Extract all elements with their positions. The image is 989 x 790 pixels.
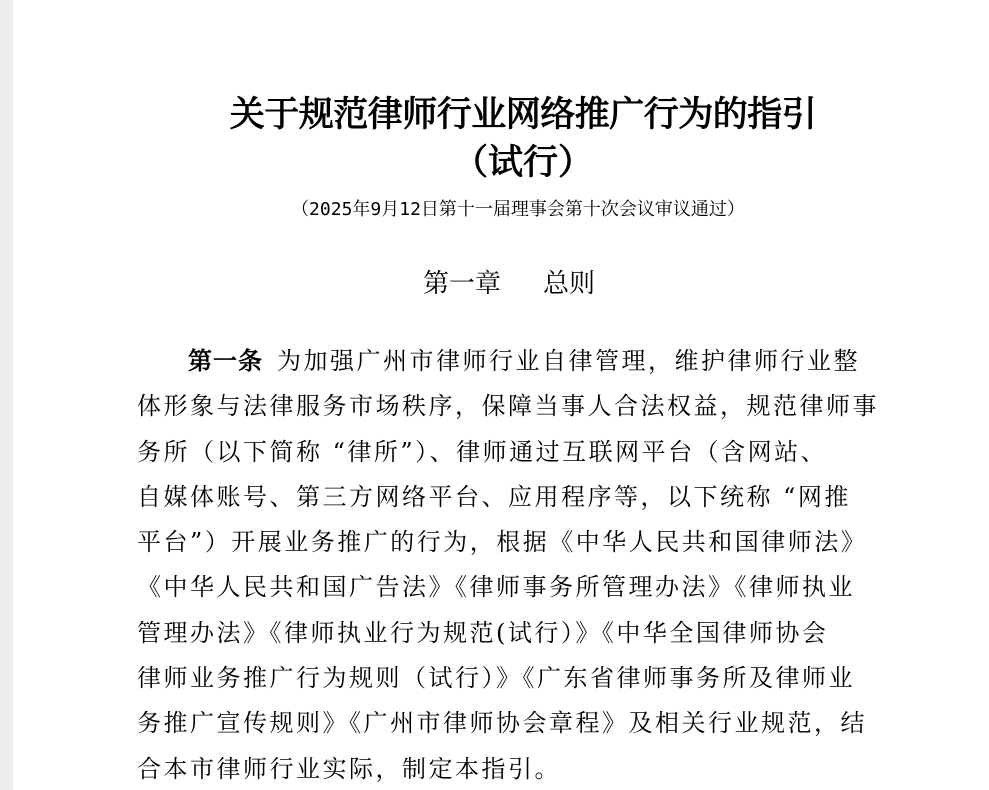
article-1-line-3: 务所（以下简称 “律所”）、律师通过互联网平台（含网站、 [137,437,828,466]
article-1-label: 第一条 [188,347,263,375]
article-1-line-4: 自媒体账号、第三方网络平台、应用程序等，以下统称 “网推 [137,482,851,511]
approval-note: （2025年9月12日第十一届理事会第十次会议审议通过） [291,199,745,220]
article-1-line-2: 体形象与法律服务市场秩序，保障当事人合法权益，规范律师事 [137,392,879,421]
article-1-line-5: 平台”）开展业务推广的行为，根据《中华人民共和国律师法》 [137,528,868,557]
document-subtitle-trial: （试行） [452,143,593,183]
article-1-line-9: 务推广宣传规则》《广州市律师协会章程》及相关行业规范，结 [137,709,867,738]
article-1-line-10: 合本市律师行业实际，制定本指引。 [137,754,561,783]
article-1-line-8: 律师业务推广行为规则（试行）》《广东省律师事务所及律师业 [137,664,855,693]
article-1 [137,339,907,790]
chapter-number: 第一章 [423,269,502,299]
viewer-left-margin [0,0,13,790]
chapter-name: 总则 [543,269,596,299]
document-page [13,0,989,790]
article-1-line-1-text: 为加强广州市律师行业自律管理，维护律师行业整 [277,347,860,375]
article-1-line-6: 《中华人民共和国广告法》《律师事务所管理办法》《律师执业 [137,573,855,602]
document-title: 关于规范律师行业网络推广行为的指引 [229,95,817,135]
article-1-line-1 [137,339,907,384]
article-1-line-7: 管理办法》《律师执业行为规范(试行）》《中华全国律师协会 [137,618,829,647]
